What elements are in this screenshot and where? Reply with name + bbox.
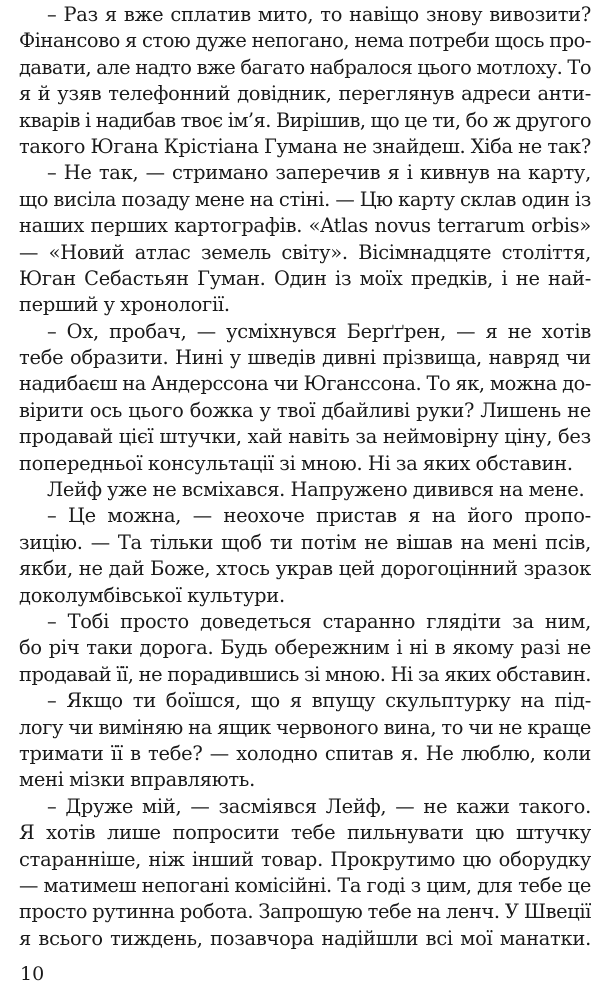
text-line: надибаєш на Андерссона чи Юганссона. То як, можна до- [19,372,591,396]
text-line: продавай її, не порадившись зі мною. Ні за яких обставин. [19,662,591,686]
text-line: – Це можна, — неохоче пристав я на його пропо- [47,504,591,528]
text-line: зицію. — Та тільки щоб ти потім не вішав на мені псів, [19,530,591,554]
text-line: Фінансово я стою дуже непогано, нема потреби щось про- [19,29,591,53]
text-line: – Раз я вже сплатив мито, то навіщо знову вивозити? [47,3,591,26]
text-line: Я хотів лише попросити тебе пильнувати цю штучку [19,821,591,845]
text-line: перший у хронології. [19,293,230,317]
text-line: попередньої консультації зі мною. Ні за яких обставин. [19,451,573,475]
text-line: – Тобі просто доведеться старанно глядіти за ним, [47,609,591,633]
text-line: – Ох, пробач, — усміхнувся Берґґрен, — я не хотів [47,319,591,343]
text-line: — «Новий атлас земель світу». Вісімнадцяте століття, [19,240,591,264]
text-line: якби, не дай Боже, хтось украв цей дорогоцінний зразок [19,557,591,581]
text-line: Лейф уже не всміхався. Напружено дивився на мене. [47,478,585,502]
text-line: такого Югана Крістіана Гумана не знайдеш. Хіба не так? [19,134,591,158]
text-line: я й узяв телефонний довідник, переглянув адреси анти- [19,82,591,106]
text-line: наших перших картографів. «Atlas novus terrarum orbis» [19,214,591,238]
text-line: – Не так, — стримано заперечив я і кивнув на карту, [47,161,591,185]
text-line: доколумбівської культури. [19,583,285,607]
text-line: логу чи виміняю на ящик червоного вина, то чи не краще [19,715,591,739]
text-line: старанніше, ніж інший товар. Прокрутимо цю оборудку [19,847,591,871]
text-line: кварів і надибав твоє ім’я. Вирішив, що це ти, бо ж другого [19,108,591,132]
text-line: продавай цієї штучки, хай навіть за неймовірну ціну, без [19,425,591,449]
text-line: що висіла позаду мене на стіні. — Цю карту склав один із [19,187,591,211]
body-text [19,2,591,952]
page-number: 10 [20,963,45,985]
text-line: просто рутинна робота. Запрошую тебе на ленч. У Швеції [19,900,591,924]
text-line: я всього тиждень, позавчора надійшли всі мої манатки. [19,926,591,950]
text-line: – Якщо ти боїшся, що я впущу скульптурку на під- [47,689,591,713]
text-line: Юган Себастьян Гуман. Один із моїх предків, і не най- [19,266,591,290]
text-line: мені мізки вправляють. [19,768,256,792]
text-line: бо річ таки дорога. Будь обережним і ні в якому разі не [19,636,591,660]
text-line: вірити ось цього божка у твої дбайливі руки? Лишень не [19,398,591,422]
text-line: тримати її в тебе? — холодно спитав я. Не люблю, коли [19,741,591,765]
text-line: — матимеш непогані комісійні. Та годі з цим, для тебе це [19,873,591,897]
text-line: – Друже мій, — засміявся Лейф, — не кажи такого. [47,794,591,818]
text-line: тебе образити. Нині у шведів дивні прізвища, навряд чи [19,346,591,370]
text-line: давати, але надто вже багато набралося цього мотлоху. То [19,55,591,79]
